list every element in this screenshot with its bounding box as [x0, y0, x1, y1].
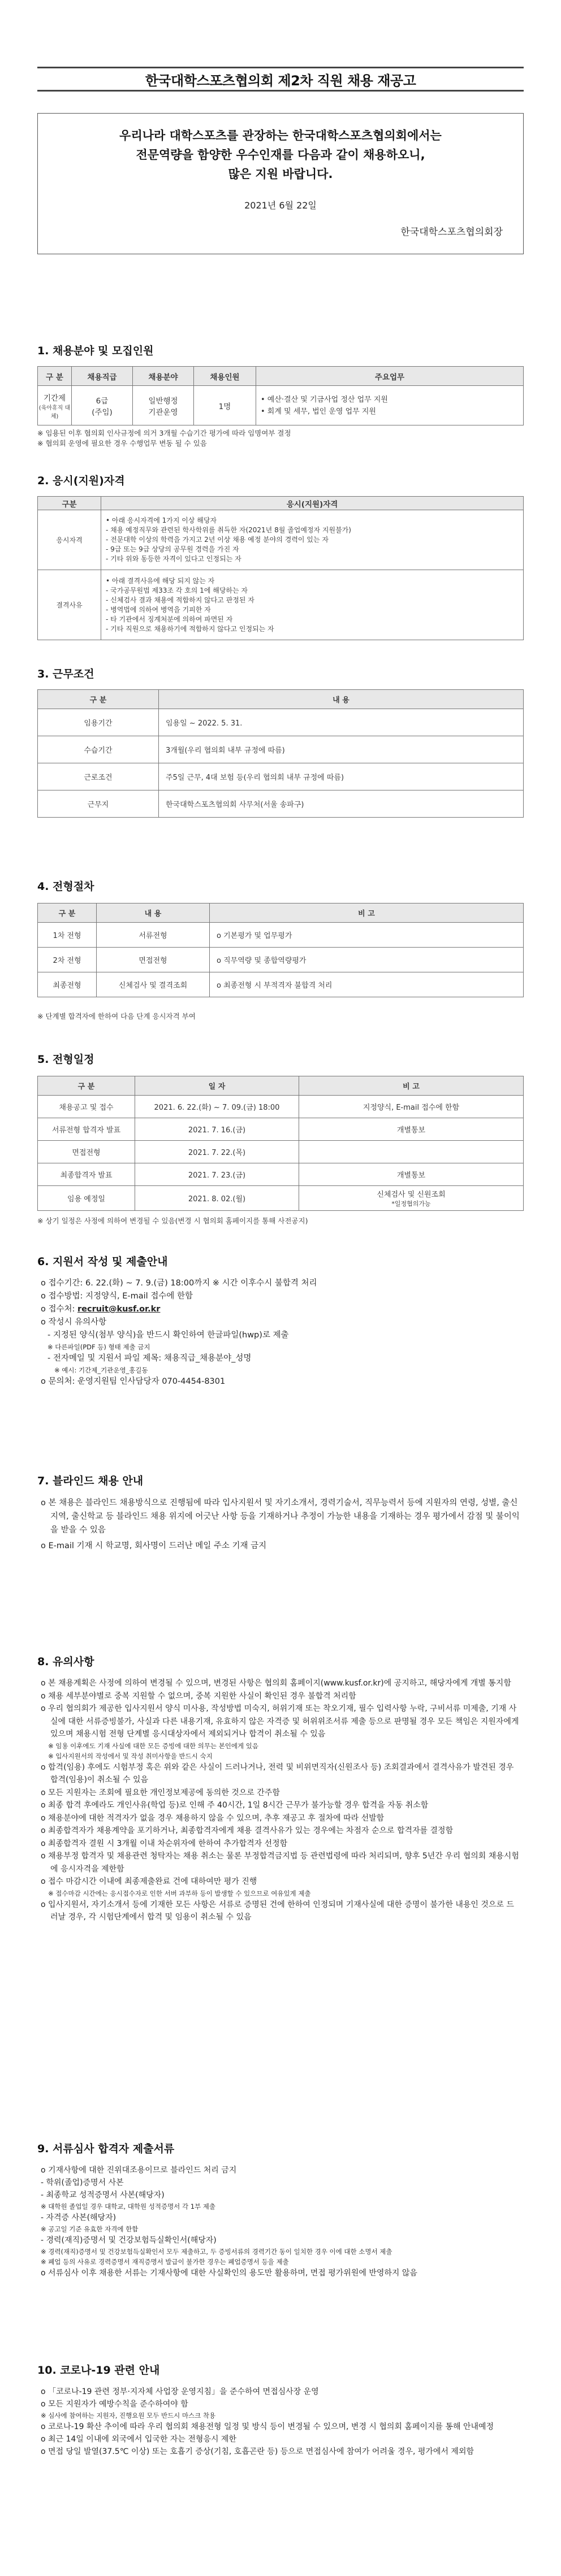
section-title: 10. 코로나-19 관련 안내: [37, 2364, 160, 2377]
list-item: o 접수기간: 6. 22.(화) ~ 7. 9.(금) 18:00까지 ※ 시간 이후수시 불합격 처리: [41, 1279, 317, 1288]
list-item: ※ 다른파일(PDF 등) 형태 제출 금지: [48, 1343, 150, 1351]
table-cell: 개별통보: [299, 1163, 524, 1186]
table-cell: 최종전형: [38, 972, 97, 997]
submission-list: [41, 1277, 521, 1388]
kind: 기간제: [43, 393, 66, 403]
table-cell: [101, 570, 524, 640]
list-item: - 자격증 사본(해당자): [41, 2213, 116, 2222]
list-item: o 서류심사 이후 채용한 서류는 기재사항에 대한 사실확인의 용도만 활용하며, 면접 평가위원에 반영하지 않음: [41, 2269, 417, 2278]
list-item: o 접수방법: 지정양식, E-mail 접수에 한함: [41, 1292, 193, 1301]
list-item: ※ 예시: 기간제_기관운영_홍길동: [54, 1366, 148, 1374]
table-cell: 2021. 7. 23.(금): [135, 1163, 299, 1186]
table-cell: 근무지: [38, 790, 159, 818]
intro-line: 전문역량을 함양한 우수인재를 다음과 같이 채용하오니,: [136, 148, 425, 162]
table-row: [38, 923, 524, 948]
table-header: 일 자: [135, 1076, 299, 1096]
item: - 신체검사 결과 채용에 적합하지 않다고 판정된 자: [106, 596, 254, 604]
list-item: ※ 경력(재직)증명서 및 건강보험득실확인서 모두 제출하고, 두 증빙서류의 경력기간 동이 일치한 경우 이에 대한 소명서 제출: [41, 2248, 392, 2256]
table-row: [38, 510, 524, 570]
table-cell: [256, 386, 524, 425]
table-row: [38, 1096, 524, 1118]
section-title: 4. 전형절차: [37, 880, 94, 893]
list-item: o 채용부정 합격자 및 채용관련 청탁자는 채용 취소는 물론 부정합격금지법 등 관련법령에 따라 처리되며, 향후 5년간 우리 협의회 채용시험에 응시자격을 제한함: [41, 1852, 519, 1874]
list-item: ※ 입사지원서의 작성에서 및 작성 취미사항을 반드시 숙지: [48, 1752, 213, 1760]
table-cell: 면접전형: [97, 948, 210, 972]
table-header: 응시(지원)자격: [101, 497, 524, 510]
table-header: 구 분: [38, 690, 159, 709]
covid-list: [41, 2386, 521, 2458]
section-title: 9. 서류심사 합격자 제출서류: [37, 2143, 175, 2155]
table-cell: [299, 1141, 524, 1163]
eligibility-table: [37, 496, 524, 640]
table-cell: [299, 1186, 524, 1211]
table-cell: o 최종전형 시 부적격자 불합격 처리: [210, 972, 524, 997]
table-row: [38, 1163, 524, 1186]
table-cell: 채용공고 및 접수: [38, 1096, 135, 1118]
table-header: 채용직급: [72, 367, 133, 386]
table-cell: 근로조건: [38, 763, 159, 790]
list-item: o 우리 협의회가 제공한 입사지원서 양식 미사용, 작성방법 미숙지, 허위기재 또는 착오기재, 필수 입력사항 누락, 구비서류 미제출, 기재 사실에 대한 서류증빙불가, 사실과 다른 내용기재, 유효하지 않은 자격증 및 허위위조서류 제출 등으로 판명될 경우 모든 책임은 지원자에게 있으며 채용시험 전형 단계별 응시대상자에서 제외되거나 합격이 취소될 수 있음: [41, 1704, 519, 1739]
list-item: - 최종학교 성적증명서 사본(해당자): [41, 2191, 165, 2200]
note-line: ※ 협의회 운영에 필요한 경우 수행업무 변동 될 수 있음: [37, 439, 207, 448]
remark: 신체검사 및 신원조회: [377, 1191, 446, 1199]
note: ※ 단계별 합격자에 한하여 다음 단계 응시자격 부여: [37, 1012, 196, 1020]
kind-sub: (육아휴직 대체): [38, 405, 71, 420]
list-item: o 합격(임용) 후에도 시험부정 혹은 위와 같은 사실이 드러나거나, 전력 및 비위면직자(신원조사 등) 조회결과에서 결격사유가 발견된 경우 합격(임용)이 취소될 수 있음: [41, 1762, 514, 1784]
list-item: o 최종합격자가 채용계약을 포기하거나, 최종합격자에게 채용 결격사유가 있는 경우에는 차점자 순으로 합격자를 결정함: [41, 1826, 454, 1835]
table-cell: [101, 510, 524, 570]
field-sub: 기관운영: [148, 407, 178, 417]
list-item: ※ 접수마감 시간에는 응시접수자로 인한 서버 과부하 등이 발생할 수 있으므로 여유있게 제출: [48, 1889, 311, 1897]
note-line: ※ 임용된 이후 협의회 인사규정에 의거 3개월 수습기간 평가에 따라 임명여부 결정: [37, 429, 291, 437]
list-item: o 최종 합격 후에라도 개인사유(학업 등)로 인해 주 40시간, 1일 8시간 근무가 불가능할 경우 합격을 자동 취소함: [41, 1801, 429, 1810]
item: - 기타 직원으로 채용하기에 적합하지 않다고 인정되는 자: [106, 624, 274, 633]
list-item: o 문의처: 운영지원팀 인사담당자 070-4454-8301: [41, 1377, 226, 1386]
table-header: 채용분야: [133, 367, 194, 386]
table-header: 비 고: [210, 903, 524, 923]
intro-box: [37, 113, 524, 254]
item: - 기타 위와 동등한 자격이 있다고 인정되는 자: [106, 555, 241, 563]
documents-list: [41, 2164, 521, 2279]
list-item: - 지정된 양식(첨부 양식)을 반드시 확인하여 한글파일(hwp)로 제출: [48, 1331, 289, 1340]
list-item: - 경력(재직)증명서 및 건강보험득실확인서(해당자): [41, 2236, 217, 2245]
table-row: [38, 790, 524, 818]
table-header: 구분: [38, 497, 101, 510]
table-header: 구 분: [38, 1076, 135, 1096]
item: • 아래 결격사유에 해당 되지 않는 자: [106, 576, 215, 585]
list-item: [41, 1303, 521, 1316]
table-row: [38, 709, 524, 736]
intro-org: 한국대학스포츠협의회장: [400, 227, 503, 238]
table-cell: 면접전형: [38, 1141, 135, 1163]
table-cell: [72, 386, 133, 425]
list-item: o 입사지원서, 자기소개서 등에 기재한 모든 사항은 서류로 증명된 건에 한하여 인정되며 기재사실에 대한 증명이 불가한 내용인 것으로 드러날 경우, 각 시험단계에서 합격 및 임용이 취소될 수 있음: [41, 1900, 514, 1922]
table-header: 주요업무: [256, 367, 524, 386]
list-item: o 모든 지원자는 조회에 필요한 개인정보제공에 동의한 것으로 간주함: [41, 1788, 280, 1797]
list-item: ※ 폐업 등의 사유로 경력증명서 재직증명서 발급이 불가한 경우는 폐업증명서 등을 제출: [41, 2258, 289, 2266]
process-table: [37, 903, 524, 997]
recruit-table: [37, 366, 524, 425]
schedule-table: [37, 1076, 524, 1211]
table-cell: 임용기간: [38, 709, 159, 736]
list-item: - 학위(졸업)증명서 사본: [41, 2178, 124, 2187]
list-item: o 모든 지원자가 예방수칙을 준수하여야 함: [41, 2400, 188, 2409]
table-header: 채용인원: [194, 367, 256, 386]
table-cell: [133, 386, 194, 425]
table-cell: 임용일 ~ 2022. 5. 31.: [159, 709, 524, 736]
section-title: 8. 유의사항: [37, 1656, 94, 1668]
table-cell: 한국대학스포츠협의회 사무처(서울 송파구): [159, 790, 524, 818]
section-title: 6. 지원서 작성 및 제출안내: [37, 1256, 168, 1268]
item: - 국가공무원법 제33조 각 호의 1에 해당하는 자: [106, 586, 248, 594]
table-row: [38, 736, 524, 763]
blind-list: [41, 1496, 521, 1553]
table-cell: 서류전형 합격자 발표: [38, 1118, 135, 1141]
table-cell: 신체검사 및 결격조회: [97, 972, 210, 997]
table-cell: 결격사유: [38, 570, 101, 640]
list-item: ※ 임용 이후에도 기재 사실에 대한 모든 증빙에 대한 의무는 본인에게 있음: [48, 1741, 259, 1750]
table-header: 구 분: [38, 367, 72, 386]
duty: • 예산·결산 및 기금사업 정산 업무 지원: [261, 395, 388, 404]
table-cell: 응시자격: [38, 510, 101, 570]
table-row: [38, 570, 524, 640]
note: ※ 상기 일정은 사정에 의하여 변경될 수 있음(변경 시 협의회 홈페이지를 통해 사전공지): [37, 1217, 308, 1225]
table-cell: o 기본평가 및 업무평가: [210, 923, 524, 948]
section-title: 7. 블라인드 채용 안내: [37, 1475, 144, 1487]
table-header: 비 고: [299, 1076, 524, 1096]
page: [0, 67, 561, 2576]
table-cell: 3개월(우리 협의회 내부 규정에 따름): [159, 736, 524, 763]
table-cell: 지정양식, E-mail 접수에 한함: [299, 1096, 524, 1118]
grade-sub: (주임): [92, 407, 113, 417]
item: - 타 기관에서 징계처분에 의하여 파면된 자: [106, 615, 233, 623]
table-row: [38, 386, 524, 425]
field: 일반행정: [148, 396, 178, 406]
table-row: [38, 972, 524, 997]
table-cell: 임용 예정일: [38, 1186, 135, 1211]
note: [37, 428, 524, 449]
list-item: o 채용 세부분야별로 중복 지원할 수 없으며, 중복 지원한 사실이 확인된 경우 불합격 처리함: [41, 1691, 356, 1701]
list-item: o 본 채용계획은 사정에 의하여 변경될 수 있으며, 변경된 사항은 협의회 홈페이지(www.kusf.or.kr)에 공지하고, 해당자에게 개별 통지함: [41, 1679, 511, 1688]
intro-line: 많은 지원 바랍니다.: [228, 167, 333, 181]
duty: • 회계 및 세무, 법인 운영 업무 지원: [261, 407, 376, 416]
grade: 6급: [96, 396, 109, 406]
list-item: o 면접 당일 발열(37.5℃ 이상) 또는 호흡기 증상(기침, 호흡곤란 등) 등으로 면접심사에 참여가 어려울 경우, 평가에서 제외함: [41, 2447, 474, 2456]
list-item: o 최종합격자 결원 시 3개월 이내 차순위자에 한하여 추가합격자 선정함: [41, 1839, 288, 1848]
table-cell: o 직무역량 및 종합역량평가: [210, 948, 524, 972]
list-item: - 전자메일 및 지원서 파일 제목: 채용직급_채용분야_성명: [48, 1354, 252, 1363]
list-item-prefix: o 접수처:: [41, 1305, 77, 1314]
intro-date: 2021년 6월 22일: [244, 200, 317, 211]
table-header: 구 분: [38, 903, 97, 923]
table-row: [38, 1186, 524, 1211]
list-item: o 코로나-19 확산 추이에 따라 우리 협의회 채용전형 일정 및 방식 등이 변경될 수 있으며, 변경 시 협의회 홈페이지를 통해 안내예정: [41, 2422, 494, 2431]
item: - 병역법에 의하여 병역을 기피한 자: [106, 605, 211, 614]
list-item: ※ 공고일 기준 유효한 자격에 한함: [41, 2225, 139, 2233]
section-title: 5. 전형일정: [37, 1053, 94, 1066]
table-cell: 서류전형: [97, 923, 210, 948]
list-item: o 본 채용은 블라인드 채용방식으로 진행됨에 따라 입사지원서 및 자기소개서, 경력기술서, 직무능력서 등에 지원자의 연령, 성별, 출신지역, 출신학교 등 블라인드 채용 위지에 어긋난 사항 등을 기재하거나 추정이 가능한 내용을 기재하는 경우 평가에서 감점 및 불이익을 받을 수 있음: [41, 1498, 520, 1535]
section-title: 2. 응시(지원)자격: [37, 475, 125, 487]
section-title: 3. 근무조건: [37, 668, 94, 680]
list-item: o E-mail 기재 시 학교명, 회사명이 드러난 메일 주소 기재 금지: [41, 1541, 267, 1550]
table-cell: 최종합격자 발표: [38, 1163, 135, 1186]
table-cell: 2021. 7. 22.(목): [135, 1141, 299, 1163]
table-row: [38, 1118, 524, 1141]
intro-text: [55, 126, 506, 184]
table-cell: 주5일 근무, 4대 보험 등(우리 협의회 내부 규정에 따름): [159, 763, 524, 790]
conditions-table: [37, 689, 524, 818]
table-row: [38, 763, 524, 790]
caution-list: [41, 1677, 521, 1924]
item: - 채용 예정직무와 관련된 학사학위를 취득한 자(2021년 8월 졸업예정자 지원불가): [106, 526, 351, 534]
item: • 아래 응시자격에 1가지 이상 해당자: [106, 516, 217, 524]
list-item: o 작성시 유의사항: [41, 1318, 107, 1327]
table-cell: 2021. 7. 16.(금): [135, 1118, 299, 1141]
table-cell: 개별통보: [299, 1118, 524, 1141]
table-cell: [38, 386, 72, 425]
list-item: o 채용분야에 대한 적격자가 없을 경우 채용하지 않을 수 있으며, 추후 재공고 후 절차에 따라 선발함: [41, 1813, 385, 1823]
list-item: o 기재사항에 대한 진위대조용이므로 블라인드 처리 금지: [41, 2166, 237, 2175]
list-item: ※ 대학원 졸업일 경우 대학교, 대학원 성적증명서 각 1부 제출: [41, 2203, 216, 2210]
section-title: 1. 채용분야 및 모집인원: [37, 345, 154, 357]
table-header: 내 용: [159, 690, 524, 709]
table-cell: 2021. 6. 22.(화) ~ 7. 09.(금) 18:00: [135, 1096, 299, 1118]
item: - 전문대학 이상의 학력을 가지고 2년 이상 채용 예정 분야의 경력이 있는 자: [106, 536, 329, 544]
table-cell: 1명: [194, 386, 256, 425]
list-item: ※ 심사에 참여하는 지원자, 진행요원 모두 반드시 마스크 착용: [41, 2412, 216, 2419]
list-item: o 최근 14일 이내에 외국에서 입국한 자는 전형응시 제한: [41, 2435, 236, 2444]
item: - 9급 또는 9급 상당의 공무원 경력을 가진 자: [106, 545, 239, 553]
table-cell: 수습기간: [38, 736, 159, 763]
table-header: 내 용: [97, 903, 210, 923]
list-item: o 접수 마감시간 이내에 최종제출완료 건에 대하여만 평가 진행: [41, 1877, 257, 1886]
email-link[interactable]: recruit@kusf.or.kr: [77, 1305, 161, 1314]
list-item: o 「코로나-19 관련 정부·지자체 사업장 운영지침」을 준수하여 면접심사장 운영: [41, 2387, 319, 2396]
table-cell: 2차 전형: [38, 948, 97, 972]
title-bar: [37, 67, 524, 92]
remark-sub: *일정협의가능: [391, 1200, 431, 1207]
page-title: 한국대학스포츠협의회 제2차 직원 채용 재공고: [145, 72, 416, 89]
table-cell: 2021. 8. 02.(월): [135, 1186, 299, 1211]
intro-line: 우리나라 대학스포츠를 관장하는 한국대학스포츠협의회에서는: [119, 129, 442, 142]
table-row: [38, 1141, 524, 1163]
table-cell: 1차 전형: [38, 923, 97, 948]
table-row: [38, 948, 524, 972]
